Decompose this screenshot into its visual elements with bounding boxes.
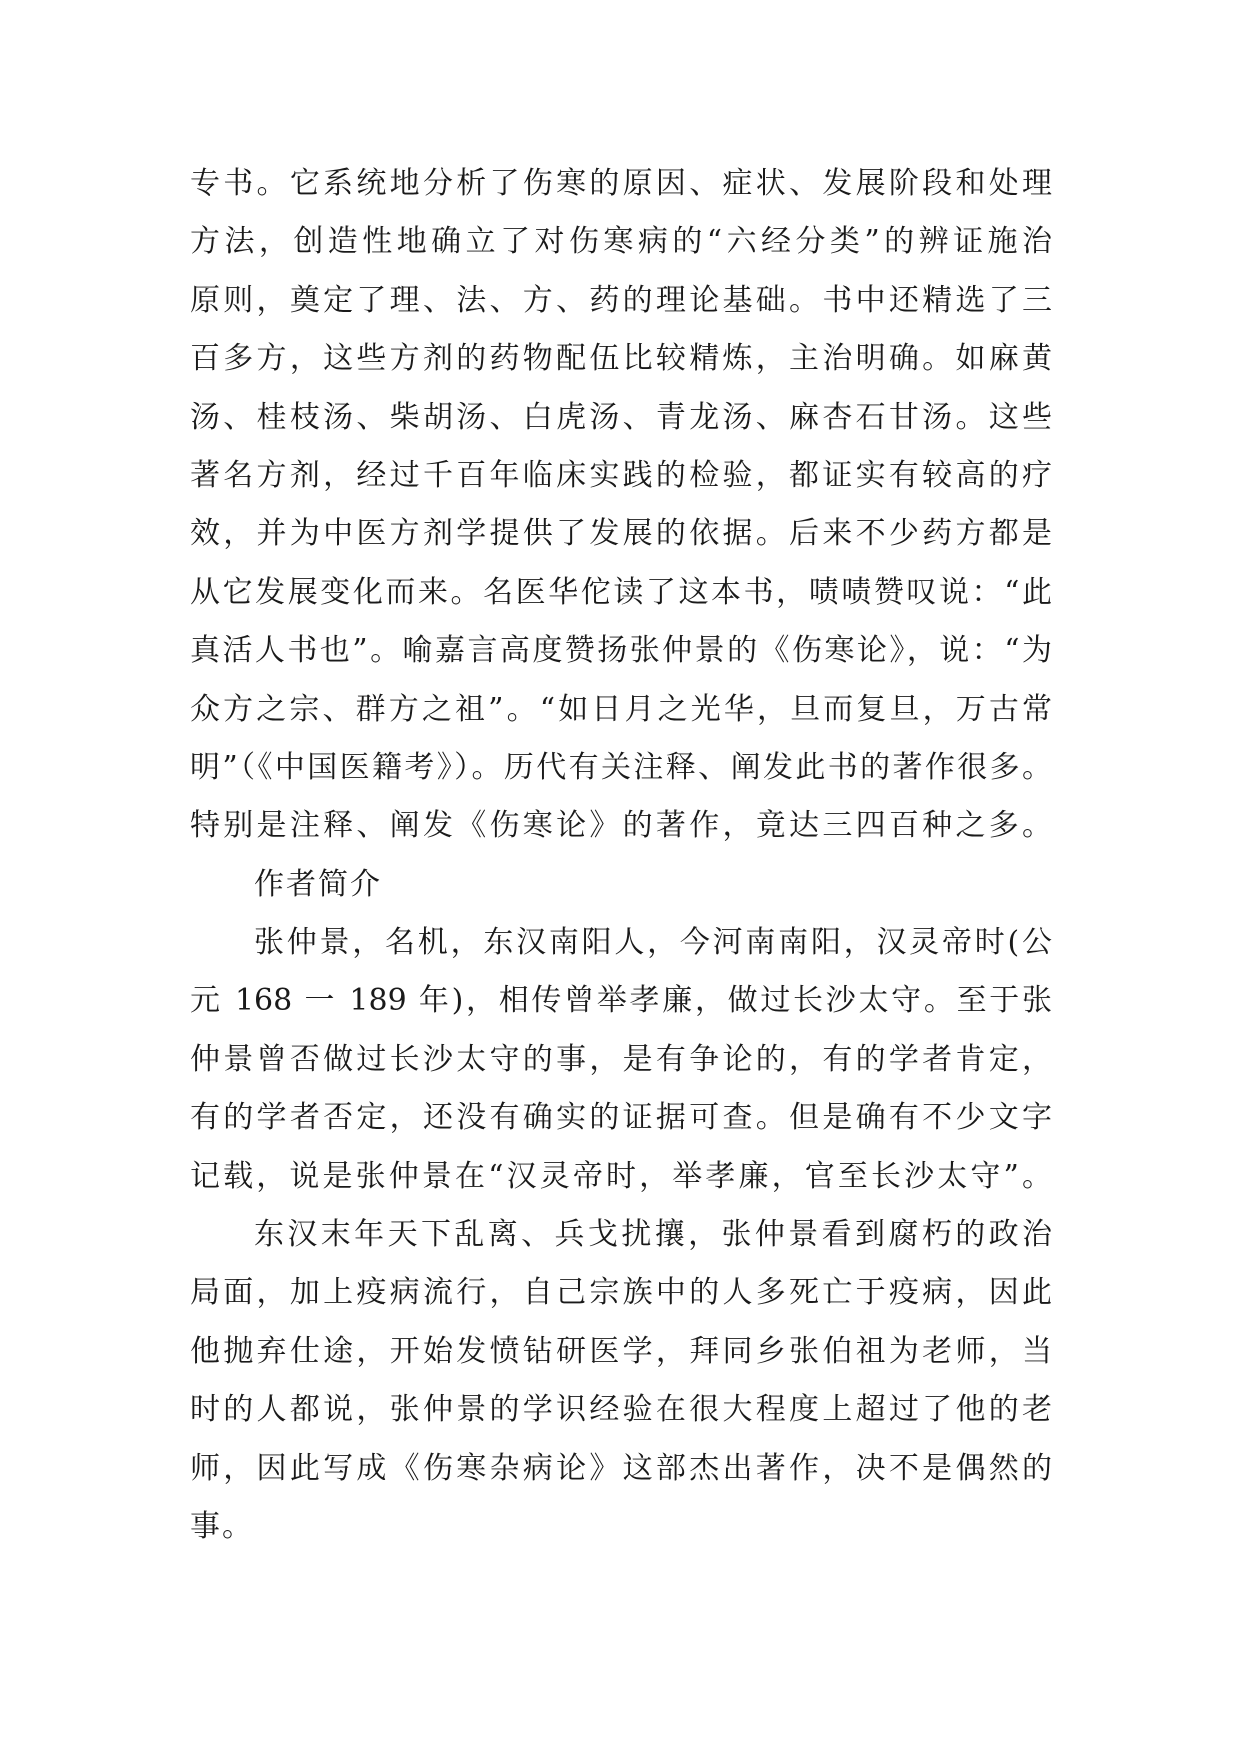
text-line: 师，因此写成《伤寒杂病论》这部杰出著作，决不是偶然的 [190, 1450, 1052, 1486]
text-line: 有的学者否定，还没有确实的证据可查。但是确有不少文字 [190, 1100, 1052, 1136]
text-line: 他抛弃仕途，开始发愤钻研医学，拜同乡张伯祖为老师，当 [190, 1333, 1052, 1369]
text-line: 真活人书也”。喻嘉言高度赞扬张仲景的《伤寒论》，说：“为 [190, 633, 1052, 669]
text-line: 仲景曾否做过长沙太守的事，是有争论的，有的学者肯定， [190, 1041, 1052, 1077]
text-line: 方法，创造性地确立了对伤寒病的“六经分类”的辨证施治 [190, 224, 1052, 260]
text-line: 效，并为中医方剂学提供了发展的依据。后来不少药方都是 [190, 516, 1052, 552]
text-line: 原则，奠定了理、法、方、药的理论基础。书中还精选了三 [190, 282, 1052, 318]
text-line: 特别是注释、阐发《伤寒论》的著作，竟达三四百种之多。 [190, 808, 1052, 844]
document-page [190, 155, 1052, 1556]
text-line: 局面，加上疫病流行，自己宗族中的人多死亡于疫病，因此 [190, 1275, 1052, 1311]
text-line: 百多方，这些方剂的药物配伍比较精炼，主治明确。如麻黄 [190, 341, 1052, 377]
text-line: 东汉末年天下乱离、兵戈扰攘，张仲景看到腐朽的政治 [254, 1217, 1052, 1253]
text-line: 专书。它系统地分析了伤寒的原因、症状、发展阶段和处理 [190, 166, 1052, 201]
text-line: 事。 [190, 1508, 254, 1544]
section-heading: 作者简介 [254, 866, 382, 902]
text-line: 明”（《中国医籍考》）。历代有关注释、阐发此书的著作很多。 [190, 749, 1052, 785]
text-line: 汤、桂枝汤、柴胡汤、白虎汤、青龙汤、麻杏石甘汤。这些 [190, 399, 1052, 435]
text-line: 元 168 一 189 年)，相传曾举孝廉，做过长沙太守。至于张 [190, 983, 1052, 1019]
text-line: 记载，说是张仲景在“汉灵帝时，举孝廉，官至长沙太守”。 [190, 1158, 1052, 1194]
text-line: 时的人都说，张仲景的学识经验在很大程度上超过了他的老 [190, 1392, 1052, 1428]
text-line: 著名方剂，经过千百年临床实践的检验，都证实有较高的疗 [190, 457, 1052, 493]
text-line: 从它发展变化而来。名医华佗读了这本书，啧啧赞叹说：“此 [190, 574, 1052, 610]
text-line: 众方之宗、群方之祖”。“如日月之光华，旦而复旦，万古常 [190, 691, 1052, 727]
text-line: 张仲景，名机，东汉南阳人，今河南南阳，汉灵帝时(公 [254, 925, 1052, 961]
